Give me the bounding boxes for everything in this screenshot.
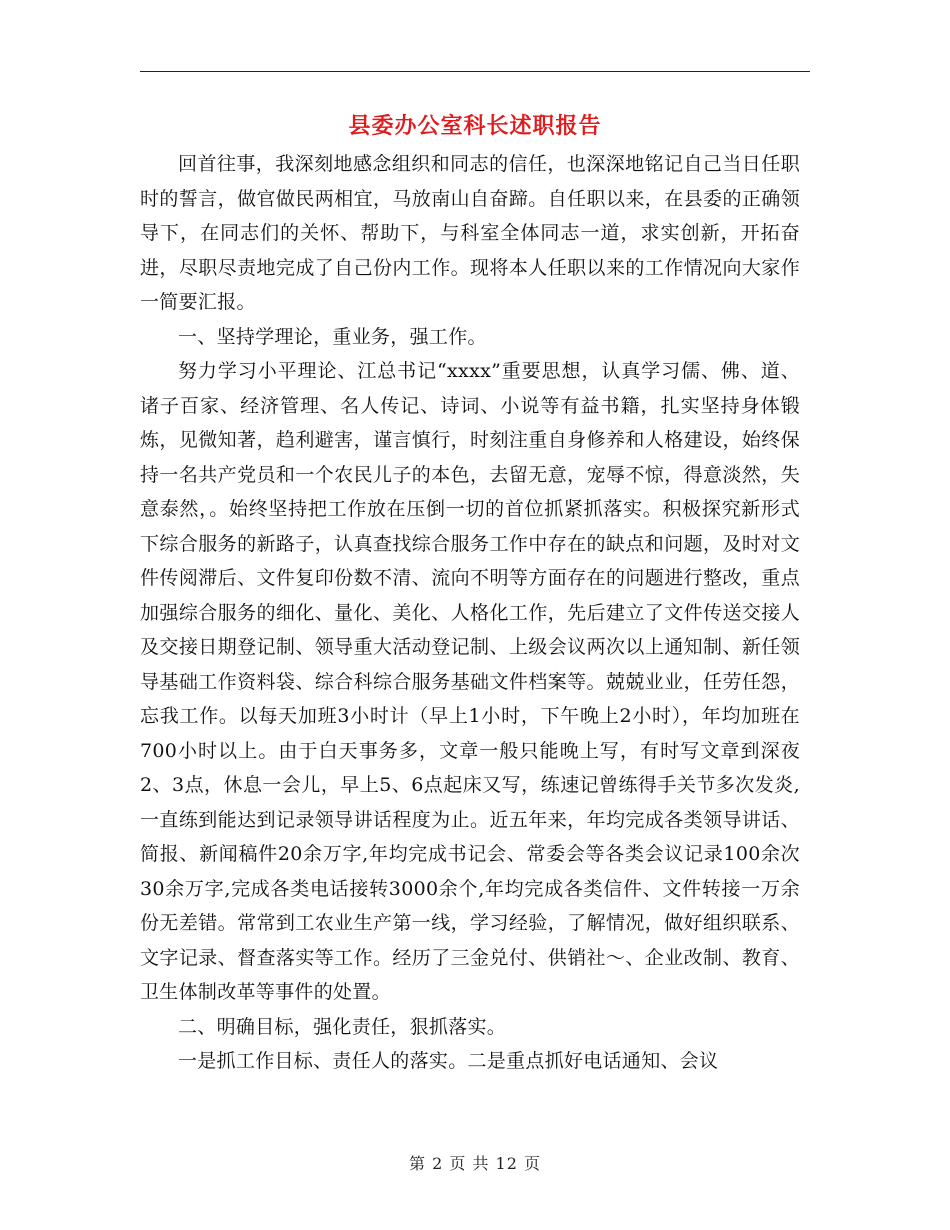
header-rule [140,71,810,72]
document-body [140,147,800,1079]
paragraph-intro: 回首往事，我深刻地感念组织和同志的信任，也深深地铭记自己当日任职时的誓言，做官做民两相宜，马放南山自奋蹄。自任职以来，在县委的正确领导下，在同志们的关怀、帮助下，与科室全体同志一道，求实创新，开拓奋进，尽职尽责地完成了自己份内工作。现将本人任职以来的工作情况向大家作一简要汇报。 [140,153,800,313]
paragraph-section-2: 一是抓工作目标、责任人的落实。二是重点抓好电话通知、会议 [178,1050,719,1072]
paragraph-section-1: 努力学习小平理论、江总书记“xxxx”重要思想，认真学习儒、佛、道、诸子百家、经济管理、名人传记、诗词、小说等有益书籍，扎实坚持身体锻炼，见微知著，趋利避害，谨言慎行，时刻注重自身修养和人格建设，始终保持一名共产党员和一个农民儿子的本色，去留无意，宠辱不惊，得意淡然，失意泰然，。始终坚持把工作放在压倒一切的首位抓紧抓落实。积极探究新形式下综合服务的新路子，认真查找综合服务工作中存在的缺点和问题，及时对文件传阅滞后、文件复印份数不清、流向不明等方面存在的问题进行整改，重点加强综合服务的细化、量化、美化、人格化工作，先后建立了文件传送交接人及交接日期登记制、领导重大活动登记制、上级会议两次以上通知制、新任领导基础工作资料袋、综合科综合服务基础文件档案等。兢兢业业，任劳任怨，忘我工作。以每天加班3小时计（早上1小时，下午晚上2小时），年均加班在700小时以上。由于白天事务多，文章一般只能晚上写，有时写文章到深夜2、3点，休息一会儿，早上5、6点起床又写，练速记曾练得手关节多次发炎,一直练到能达到记录领导讲话程度为止。近五年来，年均完成各类领导讲话、简报、新闻稿件20余万字,年均完成书记会、常委会等各类会议记录100余次30余万字,完成各类电话接转3000余个,年均完成各类信件、文件转接一万余份无差错。常常到工农业生产第一线，学习经验，了解情况，做好组织联系、文字记录、督查落实等工作。经历了三金兑付、供销社～、企业改制、教育、卫生体制改革等事件的处置。 [140,360,800,1003]
section-heading-2: 二、明确目标，强化责任，狠抓落实。 [178,1015,507,1038]
page-number-footer: 第 2 页 共 12 页 [409,1154,541,1173]
document-title: 县委办公室科长述职报告 [348,113,602,139]
section-heading-1: 一、坚持学理论，重业务，强工作。 [178,325,487,348]
